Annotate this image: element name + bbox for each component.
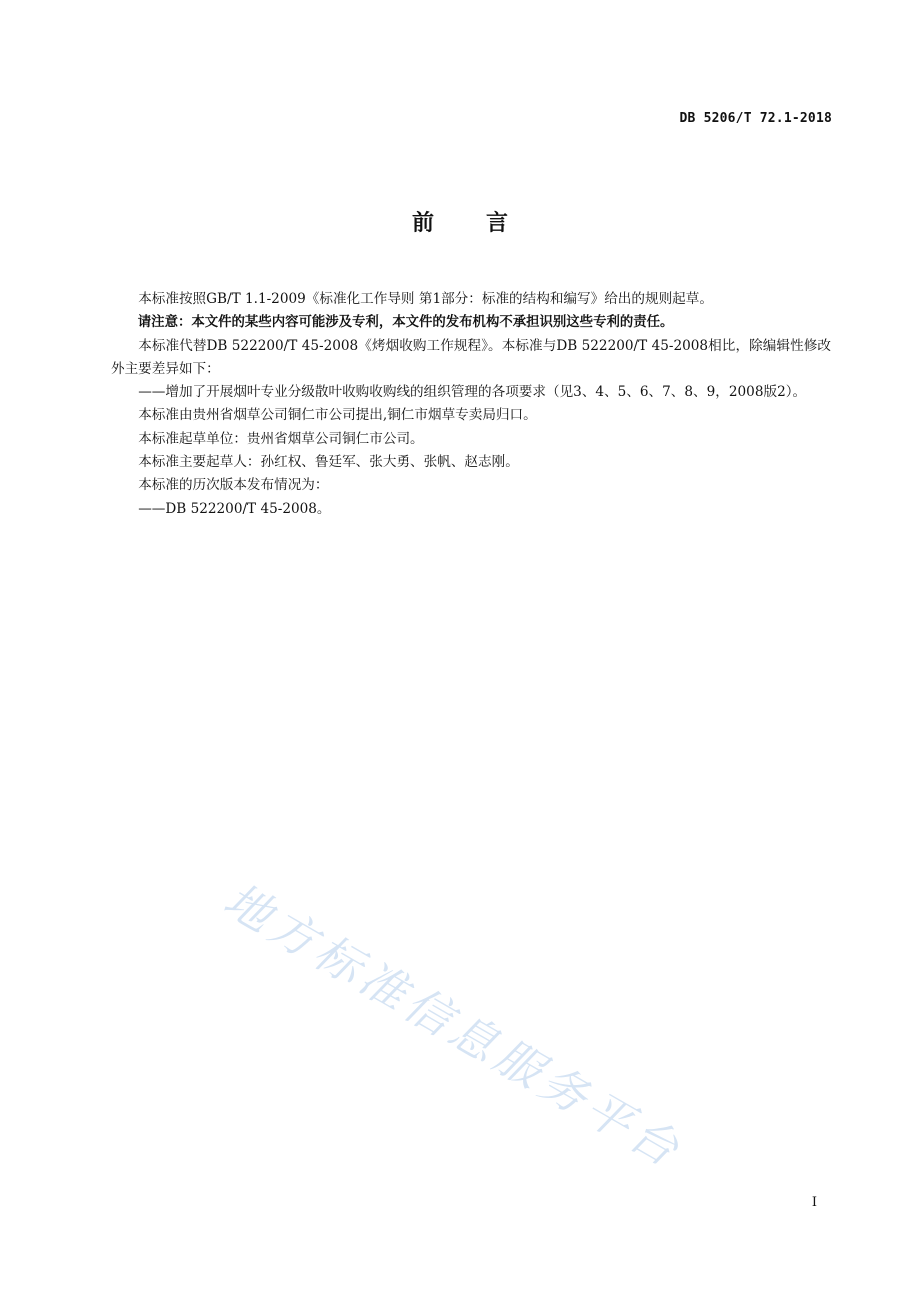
paragraph-proposer: 本标准由贵州省烟草公司铜仁市公司提出,铜仁市烟草专卖局归口。: [138, 407, 537, 424]
paragraph-drafting-unit: 本标准起草单位：贵州省烟草公司铜仁市公司。: [138, 430, 424, 447]
paragraph-patent-notice: 请注意：本文件的某些内容可能涉及专利，本文件的发布机构不承担识别这些专利的责任。: [137, 315, 674, 331]
paragraph-drafting-rules: 本标准按照GB/T 1.1-2009《标准化工作导则 第1部分：标准的结构和编写》给出的规则起草。: [138, 291, 713, 307]
paragraph-history-item: ——DB 522200/T 45-2008。: [138, 500, 331, 517]
page-title-char-1: 前: [411, 211, 434, 236]
page-title: [0, 206, 920, 237]
watermark-text: 地方标准信息服务平台: [215, 872, 693, 1179]
page-number: I: [811, 1195, 817, 1210]
paragraph-difference-item: ——增加了开展烟叶专业分级散叶收购收购线的组织管理的各项要求（见3、4、5、6、7、8、9，2008版2）。: [138, 384, 807, 401]
page-title-char-2: 言: [486, 211, 509, 236]
paragraph-history-intro: 本标准的历次版本发布情况为：: [138, 477, 329, 494]
document-code: DB 5206/T 72.1-2018: [679, 111, 832, 126]
paragraph-drafters: 本标准主要起草人：孙红权、鲁廷军、张大勇、张帆、赵志刚。: [138, 454, 519, 471]
paragraph-replacement: 本标准代替DB 522200/T 45-2008《烤烟收购工作规程》。本标准与DB 522200/T 45-2008相比，除编辑性修改外主要差异如下：: [111, 337, 831, 377]
foreword-body: [111, 288, 831, 521]
